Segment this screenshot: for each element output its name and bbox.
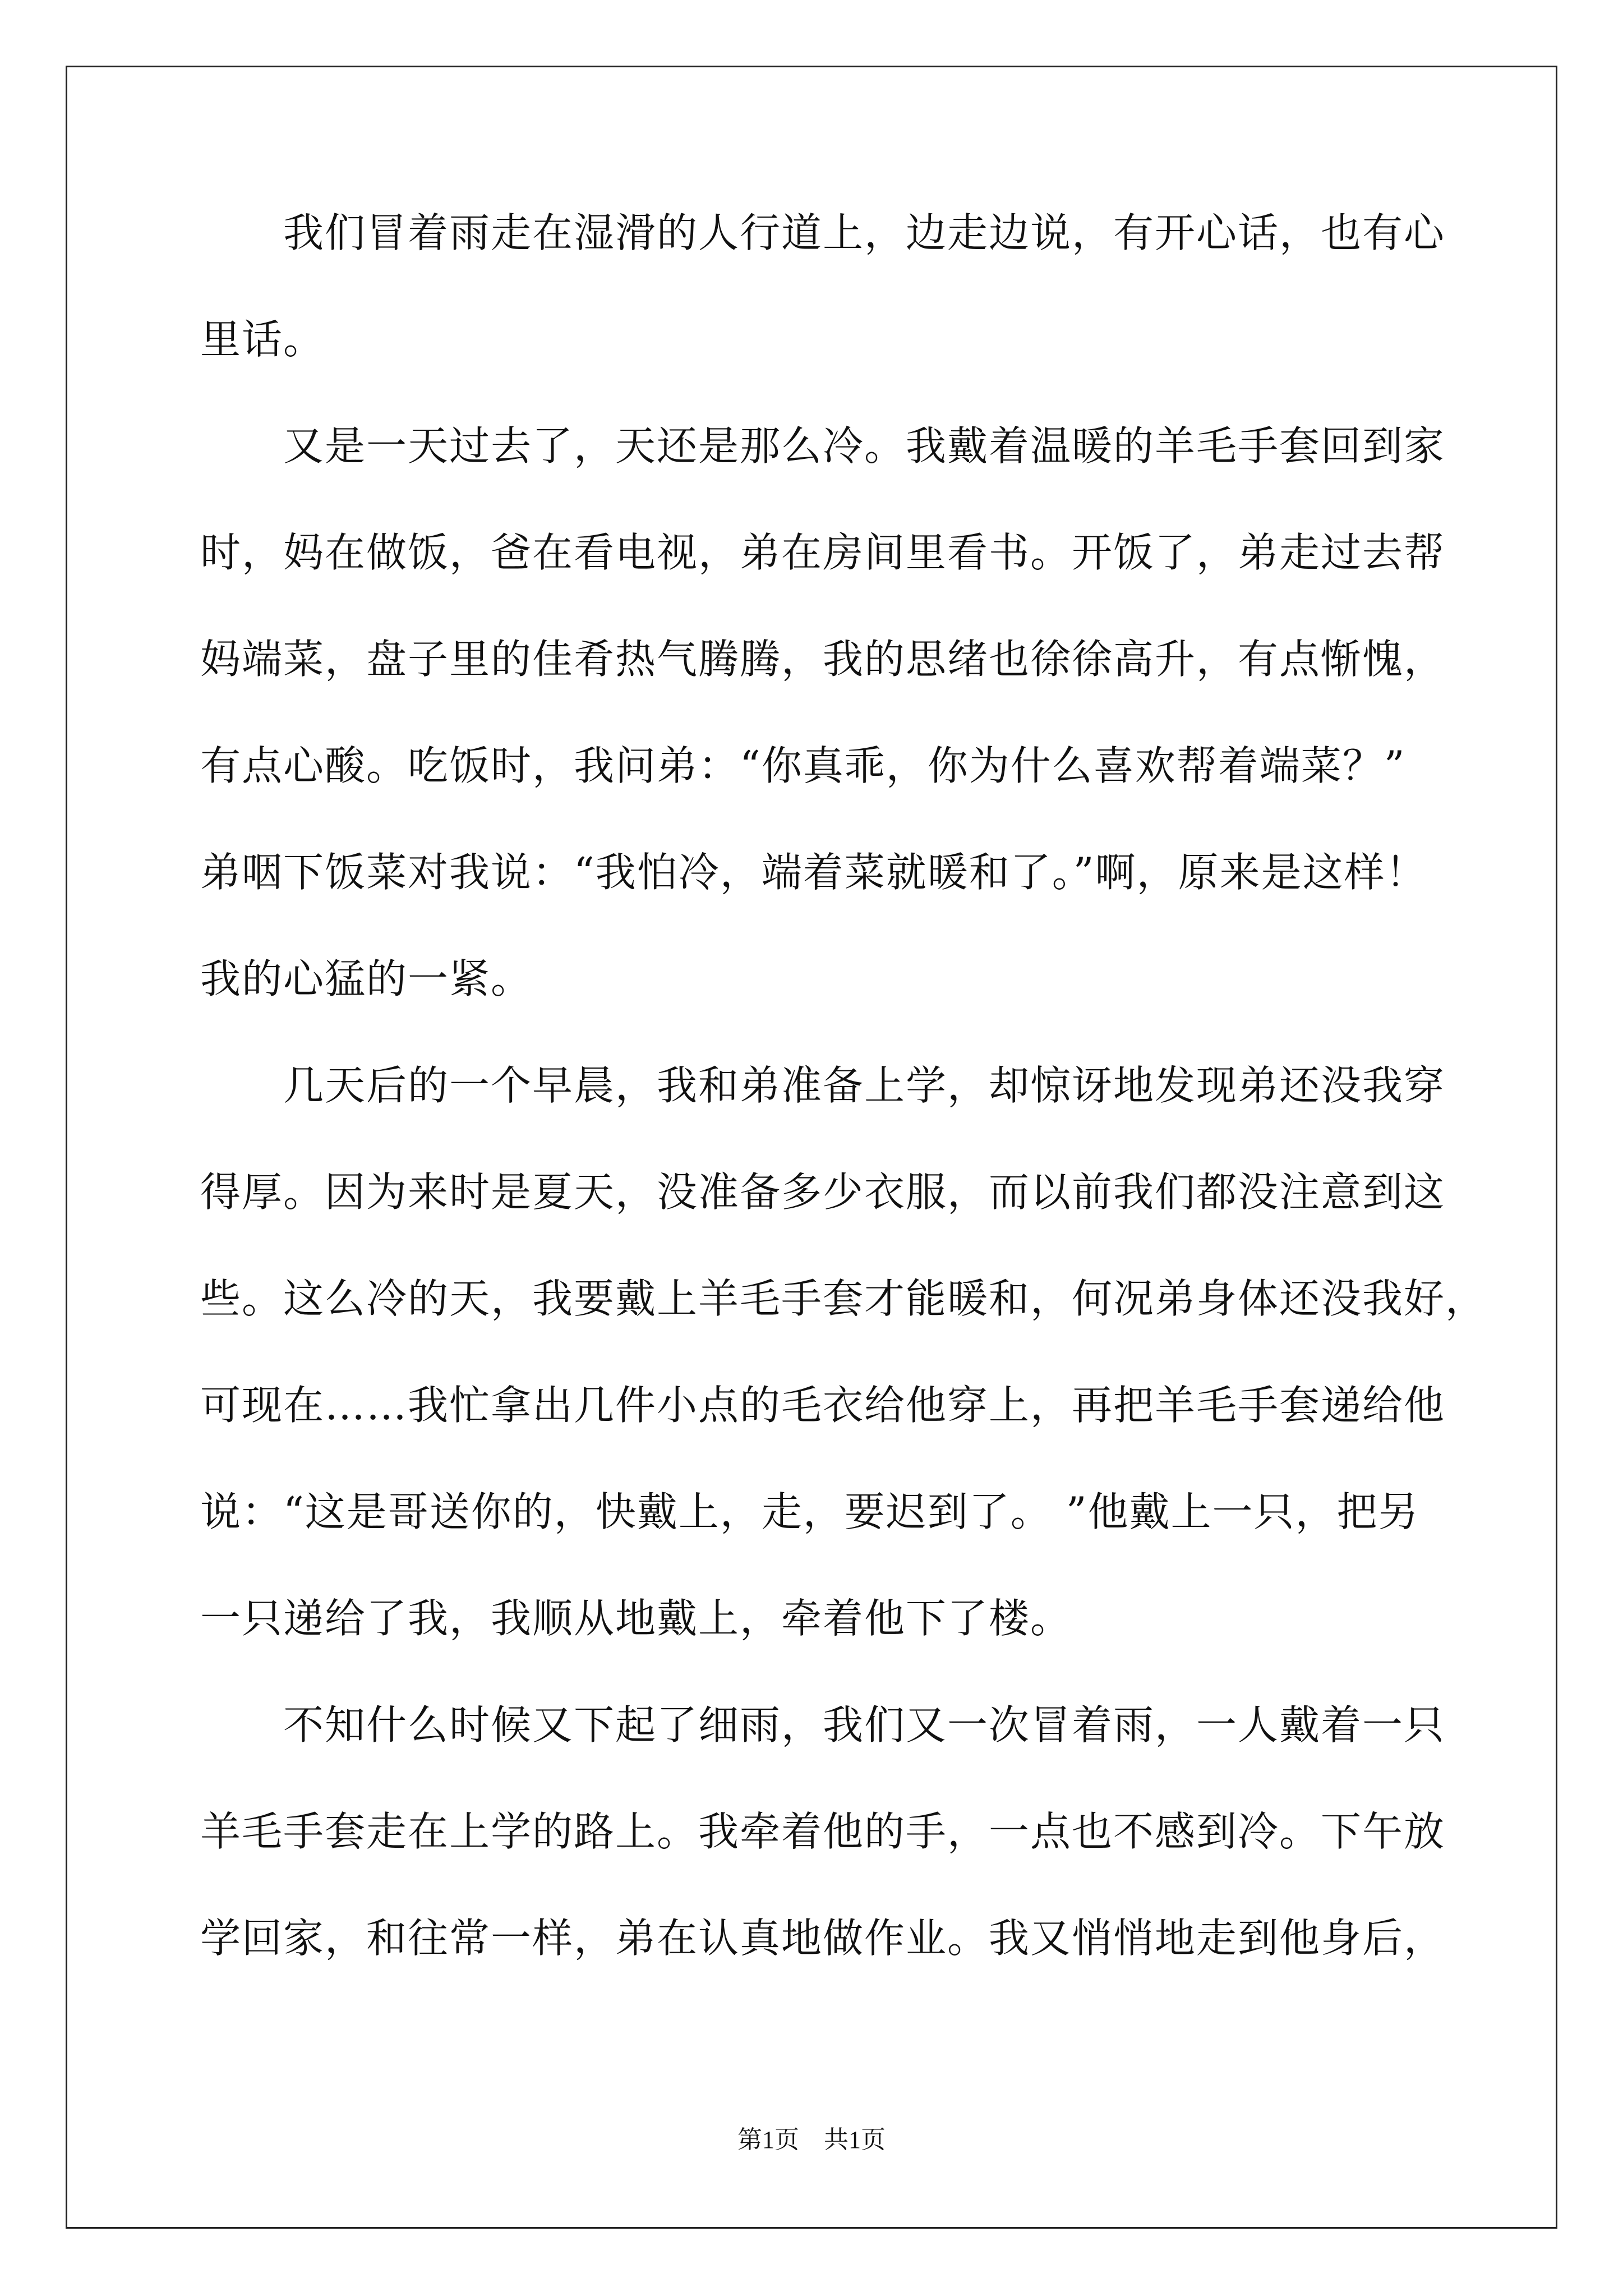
text-line: 几天后的一个早晨，我和弟准备上学，却惊讶地发现弟还没我穿 [200,1062,1446,1109]
text-line: 说：“这是哥送你的，快戴上，走，要迟到了。 ”他戴上一只，把另 [200,1488,1420,1535]
text-line: 妈端菜，盘子里的佳肴热气腾腾，我的思绪也徐徐高升，有点惭愧， [200,636,1446,683]
text-line: 些。这么冷的天，我要戴上羊毛手套才能暖和，何况弟身体还没我好， [200,1275,1487,1322]
text-line: 得厚。因为来时是夏天，没准备多少衣服，而以前我们都没注意到这 [200,1168,1446,1216]
text-line: 又是一天过去了，天还是那么冷。我戴着温暖的羊毛手套回到家 [200,422,1446,470]
text-line: 时，妈在做饭，爸在看电视，弟在房间里看书。开饭了，弟走过去帮 [200,529,1446,576]
page-number: 第1页 共1页 [737,2126,886,2154]
text-line: 学回家，和往常一样，弟在认真地做作业。我又悄悄地走到他身后， [200,1915,1446,1962]
text-line: 可现在……我忙拿出几件小点的毛衣给他穿上，再把羊毛手套递给他 [200,1382,1446,1429]
text-line: 弟咽下饭菜对我说：“我怕冷，端着菜就暖和了。”啊，原来是这样！ [200,849,1427,896]
text-line: 我的心猛的一紧。 [200,955,533,1002]
text-line: 我们冒着雨走在湿滑的人行道上，边走边说，有开心话，也有心 [200,209,1446,256]
text-line: 里话。 [200,316,325,363]
text-line: 有点心酸。吃饭时，我问弟：“你真乖，你为什么喜欢帮着端菜？” [200,742,1406,789]
text-line: 不知什么时候又下起了细雨，我们又一次冒着雨，一人戴着一只 [200,1701,1446,1749]
text-line: 一只递给了我，我顺从地戴上，牵着他下了楼。 [200,1595,1072,1642]
text-line: 羊毛手套走在上学的路上。我牵着他的手，一点也不感到冷。下午放 [200,1808,1446,1855]
